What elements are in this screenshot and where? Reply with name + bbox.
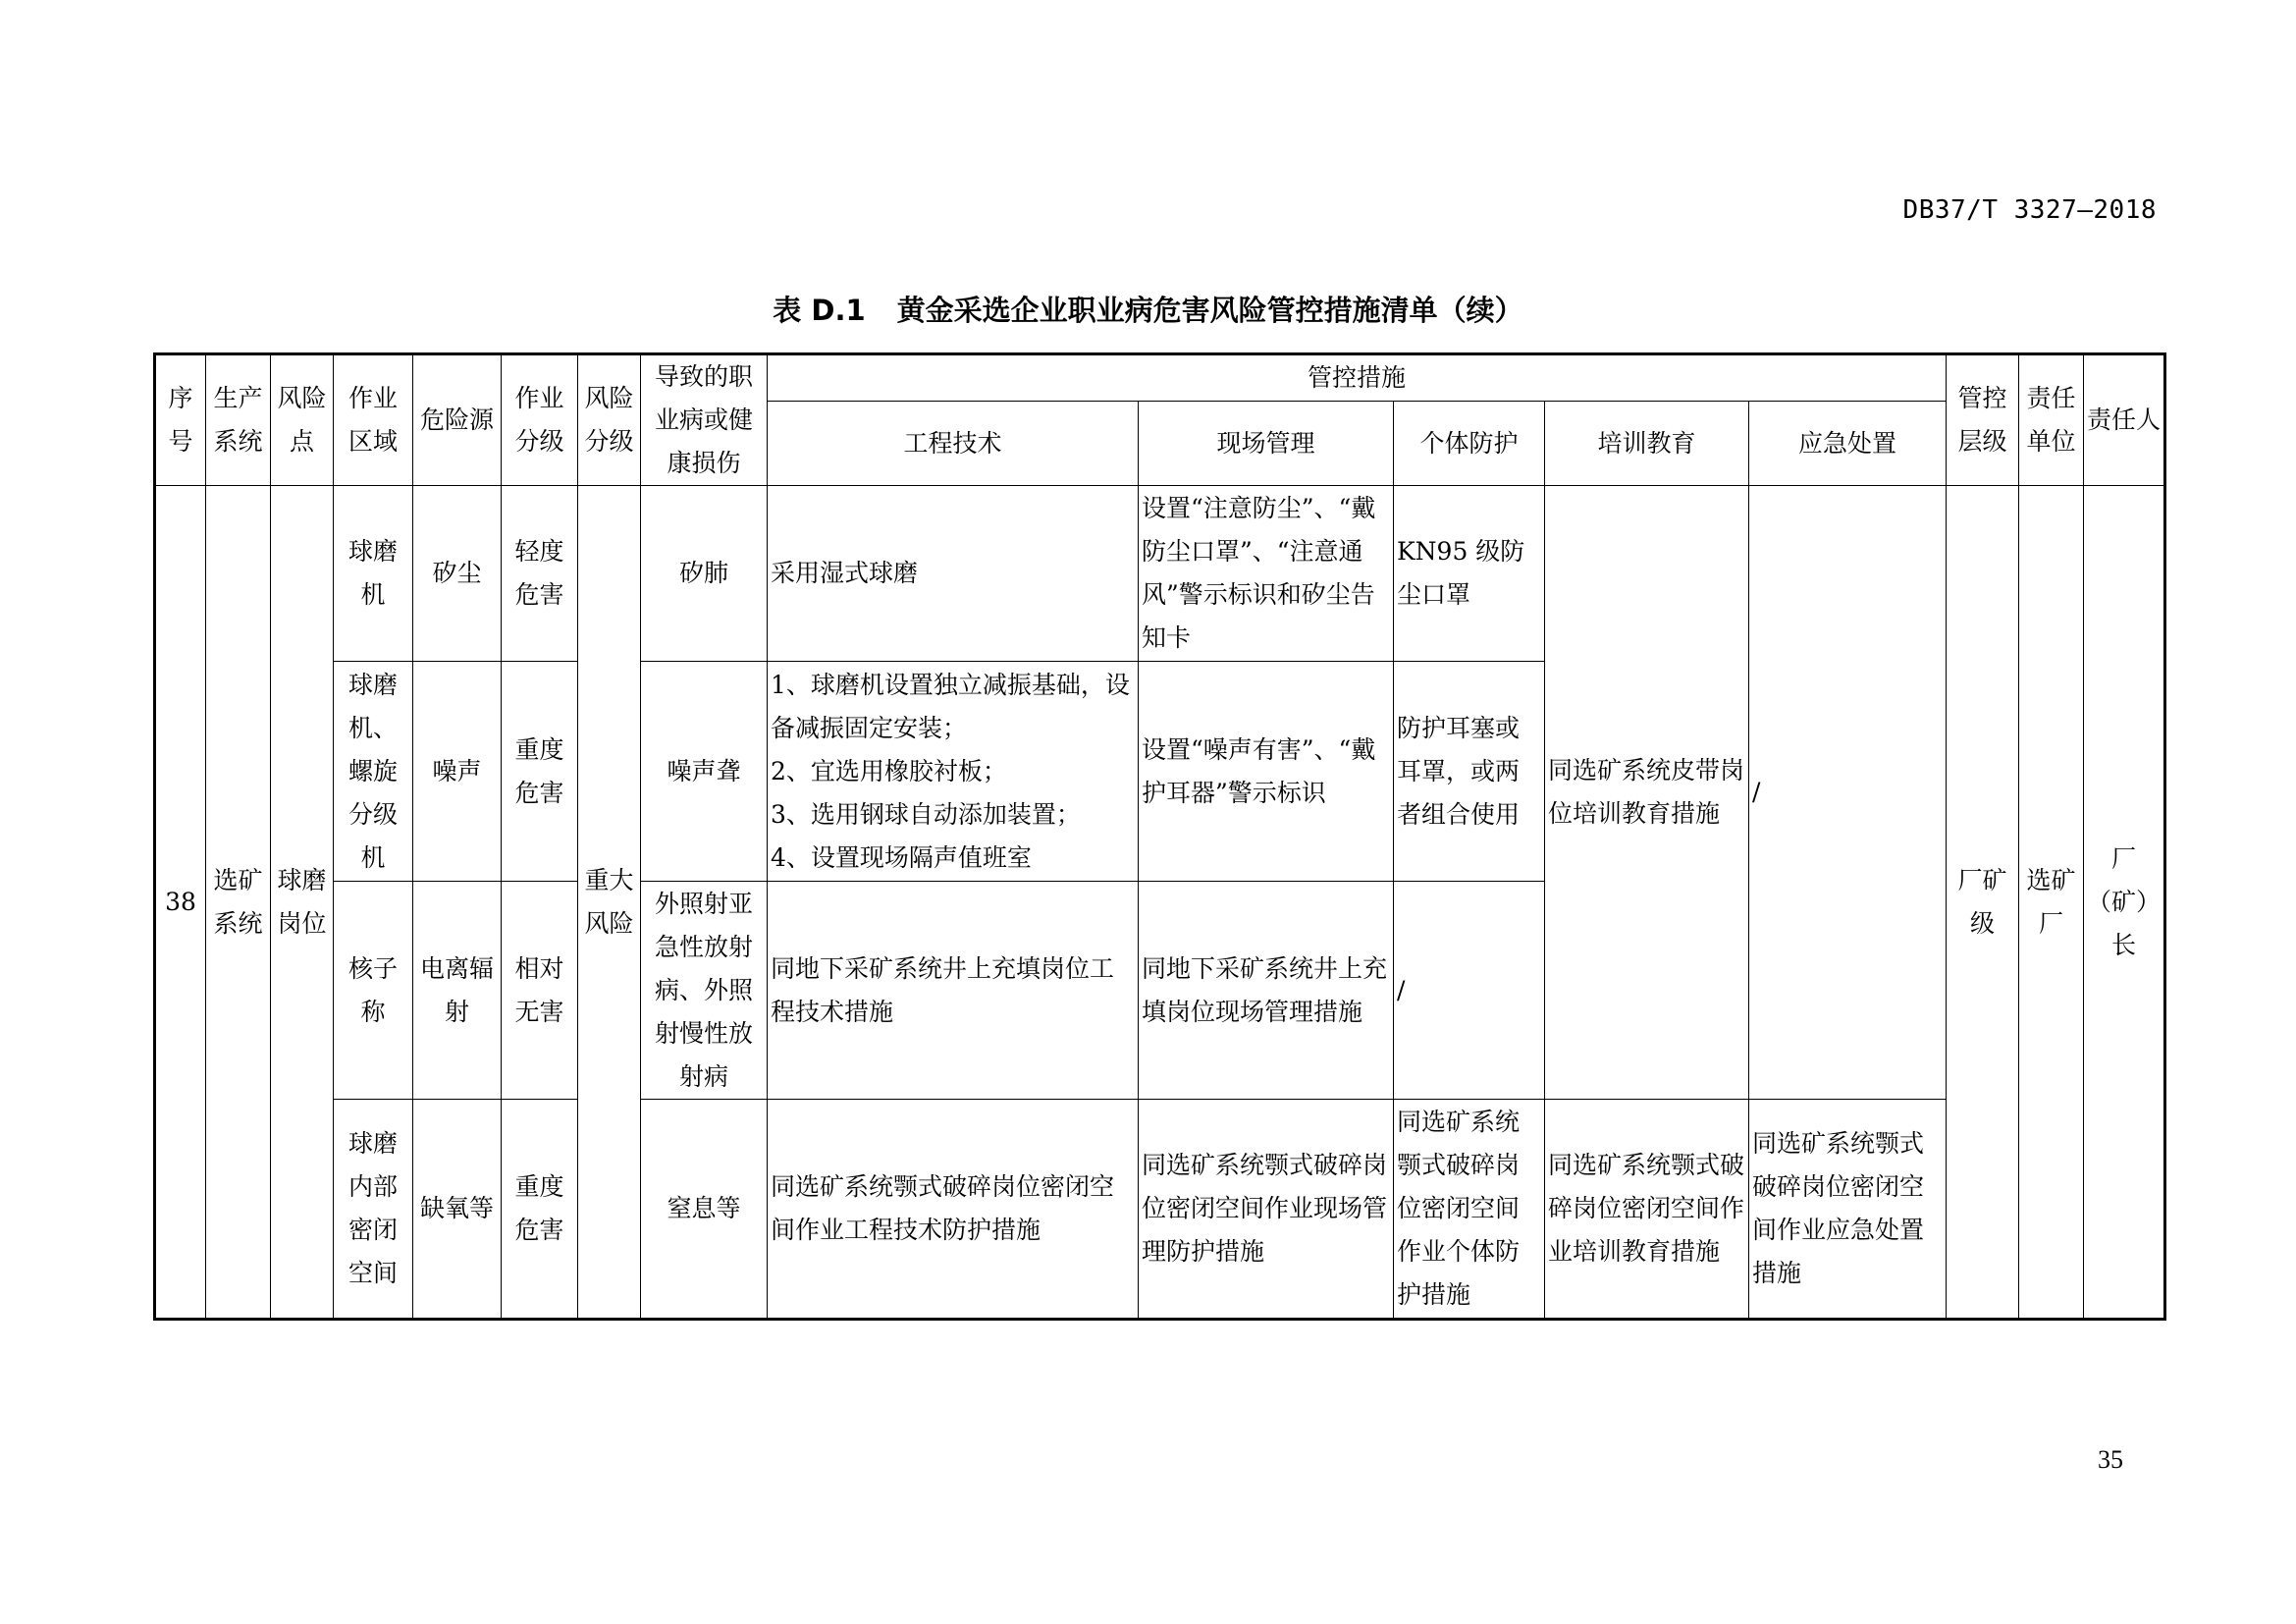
- cell-engineering: 同选矿系统颚式破碎岗位密闭空间作业工程技术防护措施: [768, 1100, 1139, 1320]
- header-emergency: 应急处置: [1749, 402, 1947, 486]
- cell-work-area: 核子称: [334, 882, 413, 1100]
- cell-hazard-source: 矽尘: [413, 486, 502, 662]
- header-row-1: [155, 354, 2165, 402]
- table-title: [0, 289, 2296, 329]
- cell-site-management: 设置“注意防尘”、“戴防尘口罩”、“注意通风”警示标识和矽尘告知卡: [1139, 486, 1394, 662]
- cell-seq: 38: [155, 486, 206, 1320]
- header-seq: 序号: [155, 354, 206, 486]
- cell-disease: 外照射亚急性放射病、外照射慢性放射病: [641, 882, 768, 1100]
- header-risk-point: 风险点: [271, 354, 334, 486]
- table-row: [155, 486, 2165, 662]
- header-engineering: 工程技术: [768, 402, 1139, 486]
- cell-personal-protection: /: [1394, 882, 1545, 1100]
- cell-work-area: 球磨机、螺旋分级机: [334, 662, 413, 882]
- table-row: [155, 1100, 2165, 1320]
- cell-emergency-shared: /: [1749, 486, 1947, 1100]
- cell-disease: 矽肺: [641, 486, 768, 662]
- cell-personal-protection: 防护耳塞或耳罩，或两者组合使用: [1394, 662, 1545, 882]
- engineering-item: 3、选用钢球自动添加装置；: [771, 799, 1081, 829]
- header-responsible-person: 责任人: [2084, 354, 2165, 486]
- cell-work-area: 球磨机: [334, 486, 413, 662]
- header-training: 培训教育: [1545, 402, 1749, 486]
- cell-site-management: 同选矿系统颚式破碎岗位密闭空间作业现场管理防护措施: [1139, 1100, 1394, 1320]
- cell-hazard-source: 缺氧等: [413, 1100, 502, 1320]
- header-responsible-unit: 责任单位: [2019, 354, 2084, 486]
- cell-work-grade: 重度危害: [502, 1100, 578, 1320]
- cell-control-level: 厂矿级: [1947, 486, 2019, 1320]
- cell-engineering: [768, 662, 1139, 882]
- header-control-measures: 管控措施: [768, 354, 1947, 402]
- cell-risk-grade: 重大风险: [578, 486, 641, 1320]
- engineering-item: 1、球磨机设置独立减振基础，设备减振固定安装；: [771, 670, 1130, 742]
- table-title-text: 黄金采选企业职业病危害风险管控措施清单（续）: [896, 294, 1523, 327]
- risk-control-table: [153, 352, 2166, 1321]
- cell-training-shared: 同选矿系统皮带岗位培训教育措施: [1545, 486, 1749, 1100]
- header-risk-grade: 风险分级: [578, 354, 641, 486]
- cell-work-grade: 轻度危害: [502, 486, 578, 662]
- standard-code: DB37/T 3327—2018: [1902, 195, 2157, 225]
- header-personal-protection: 个体防护: [1394, 402, 1545, 486]
- header-control-level: 管控层级: [1947, 354, 2019, 486]
- cell-disease: 噪声聋: [641, 662, 768, 882]
- cell-responsible-person: 厂（矿）长: [2084, 486, 2165, 1320]
- cell-engineering: 同地下采矿系统井上充填岗位工程技术措施: [768, 882, 1139, 1100]
- header-hazard-source: 危险源: [413, 354, 502, 486]
- header-system: 生产系统: [206, 354, 271, 486]
- page-number: 35: [2098, 1445, 2123, 1474]
- cell-responsible-unit: 选矿厂: [2019, 486, 2084, 1320]
- cell-work-area: 球磨内部密闭空间: [334, 1100, 413, 1320]
- cell-site-management: 同地下采矿系统井上充填岗位现场管理措施: [1139, 882, 1394, 1100]
- cell-disease: 窒息等: [641, 1100, 768, 1320]
- cell-hazard-source: 噪声: [413, 662, 502, 882]
- cell-personal-protection: KN95 级防尘口罩: [1394, 486, 1545, 662]
- engineering-item: 2、宜选用橡胶衬板；: [771, 756, 1007, 785]
- cell-system: 选矿系统: [206, 486, 271, 1320]
- header-site-management: 现场管理: [1139, 402, 1394, 486]
- cell-site-management: 设置“噪声有害”、“戴护耳器”警示标识: [1139, 662, 1394, 882]
- cell-work-grade: 重度危害: [502, 662, 578, 882]
- engineering-item: 4、设置现场隔声值班室: [771, 842, 1032, 872]
- cell-training: 同选矿系统颚式破碎岗位密闭空间作业培训教育措施: [1545, 1100, 1749, 1320]
- cell-emergency: 同选矿系统颚式破碎岗位密闭空间作业应急处置措施: [1749, 1100, 1947, 1320]
- cell-hazard-source: 电离辐射: [413, 882, 502, 1100]
- header-work-grade: 作业分级: [502, 354, 578, 486]
- header-disease: 导致的职业病或健康损伤: [641, 354, 768, 486]
- cell-risk-point: 球磨岗位: [271, 486, 334, 1320]
- header-work-area: 作业区域: [334, 354, 413, 486]
- cell-personal-protection: 同选矿系统颚式破碎岗位密闭空间作业个体防护措施: [1394, 1100, 1545, 1320]
- cell-engineering: 采用湿式球磨: [768, 486, 1139, 662]
- cell-work-grade: 相对无害: [502, 882, 578, 1100]
- table-number: 表 D.1: [773, 294, 866, 327]
